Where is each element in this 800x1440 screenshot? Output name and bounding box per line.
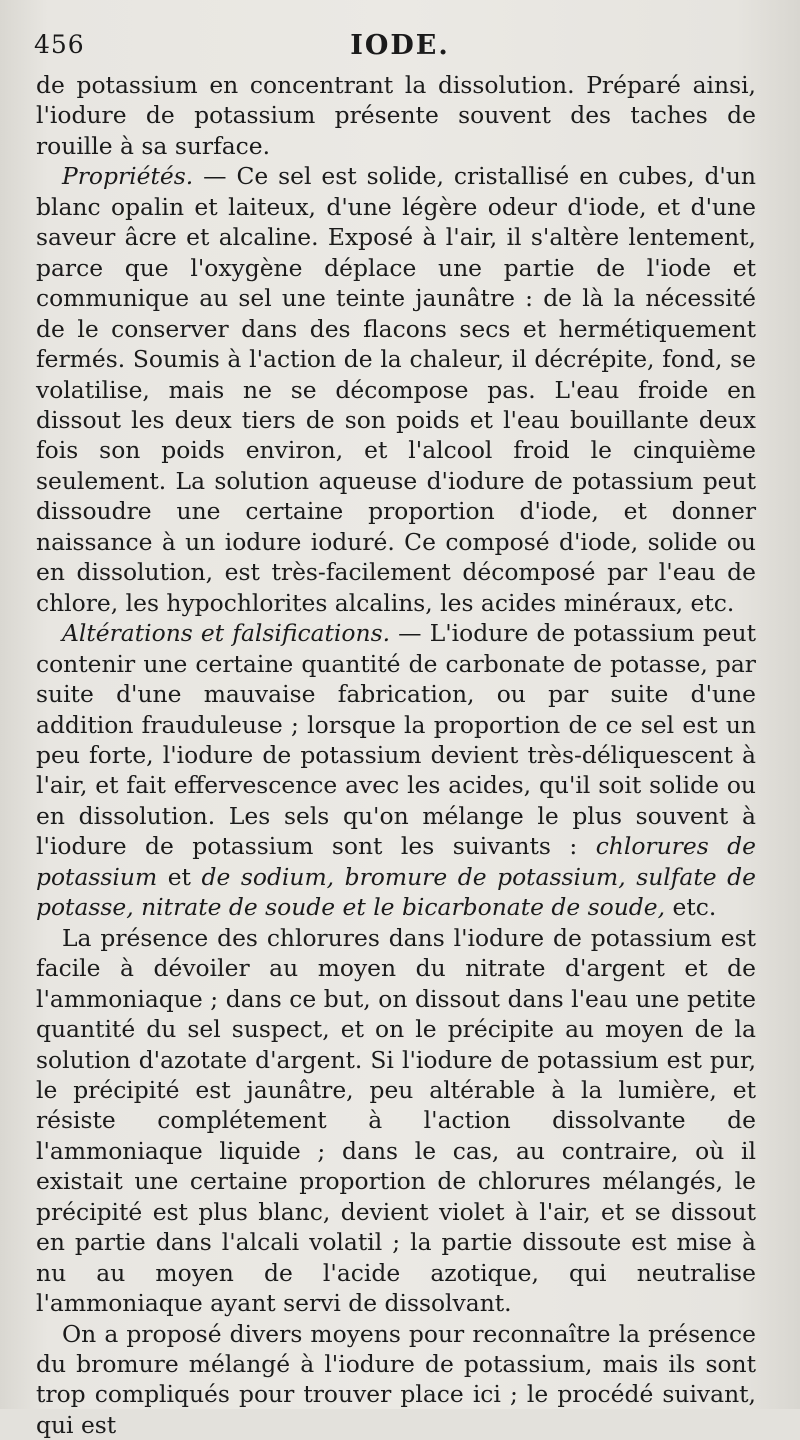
section-lead: Propriétés. (62, 162, 194, 191)
paragraph-text: et (157, 862, 202, 891)
body-text (36, 70, 756, 1440)
paragraph-alterations (36, 618, 756, 923)
paragraph-text: La présence des chlorures dans l'iodure de potassium est facile à dévoiler au moyen du nitrate d'argent et de l'ammoniaque ; dans ce but, on dissout dans l'eau une petite quantité du sel suspect, et on le précipite au moyen de la solution d'azotate d'argent. Si l'iodure de potassium est pur, le précipité est jaunâtre, peu altérable à la lumière, et résiste complétement à l'action dissolvante de l'ammoniaque liquide ; dans le cas, au contraire, où il existait une certaine proportion de chlorures mélangés, le précipité est plus blanc, devient violet à l'air, et se dissout en partie dans l'alcali volatil ; la partie dissoute est mise à nu au moyen de l'acide azotique, qui neutralise l'ammoniaque ayant servi de dissolvant. (36, 923, 756, 1318)
paragraph-text: de potassium en concentrant la dissolution. Préparé ainsi, l'iodure de potassium présente souvent des taches de rouille à sa surface. (36, 71, 756, 160)
page-number: 456 (34, 30, 85, 59)
paragraph-chlorures (36, 923, 756, 1319)
paragraph-text: etc. (665, 893, 717, 922)
paragraph-text: — Ce sel est solide, cristallisé en cubes, d'un blanc opalin et laiteux, d'une légère odeur d'iode, et d'une saveur âcre et alcaline. Exposé à l'air, il s'altère lentement, parce que l'oxygène déplace une partie de l'iode et communique au sel une teinte jaunâtre : de là la nécessité de le conserver dans des flacons secs et hermétiquement fermés. Soumis à l'action de la chaleur, il décrépite, fond, se volatilise, mais ne se décompose pas. L'eau froide en dissout les deux tiers de son poids et l'eau bouillante deux fois son poids environ, et l'alcool froid le cinquième seulement. La solution aqueuse d'iodure de potassium peut dissoudre une certaine proportion d'iode, et donner naissance à un iodure ioduré. Ce composé d'iode, solide ou en dissolution, est très-facilement décomposé par l'eau de chlore, les hypochlorites alcalins, les acides minéraux, etc. (36, 162, 756, 617)
paragraph-text: On a proposé divers moyens pour reconnaître la présence du bromure mélangé à l'iodure de potassium, mais ils sont trop compliqués pour trouver place ici ; le procédé suivant, qui est (36, 1319, 756, 1439)
paragraph-proprietes (36, 161, 756, 618)
page-header (34, 30, 766, 64)
running-title: IODE. (350, 30, 450, 61)
section-lead: Altérations et falsifications. (62, 619, 391, 648)
italic-term: de sodium, bromure de potassium, sulfate de potasse, nitrate de soude et le bicarbonate de soude, (36, 862, 756, 922)
paragraph-continuation (36, 70, 756, 161)
paragraph-bromure (36, 1319, 756, 1440)
paragraph-text: — L'iodure de potassium peut contenir une certaine quantité de carbonate de potasse, par suite d'une mauvaise fabrication, ou par suite d'une addition frauduleuse ; lorsque la proportion de ce sel est un peu forte, l'iodure de potassium devient très-déliquescent à l'air, et fait effervescence avec les acides, qu'il soit solide ou en dissolution. Les sels qu'on mélange le plus souvent à l'iodure de potassium sont les suivants : (36, 619, 756, 861)
italic-term: chlorures de potassium (36, 832, 756, 891)
